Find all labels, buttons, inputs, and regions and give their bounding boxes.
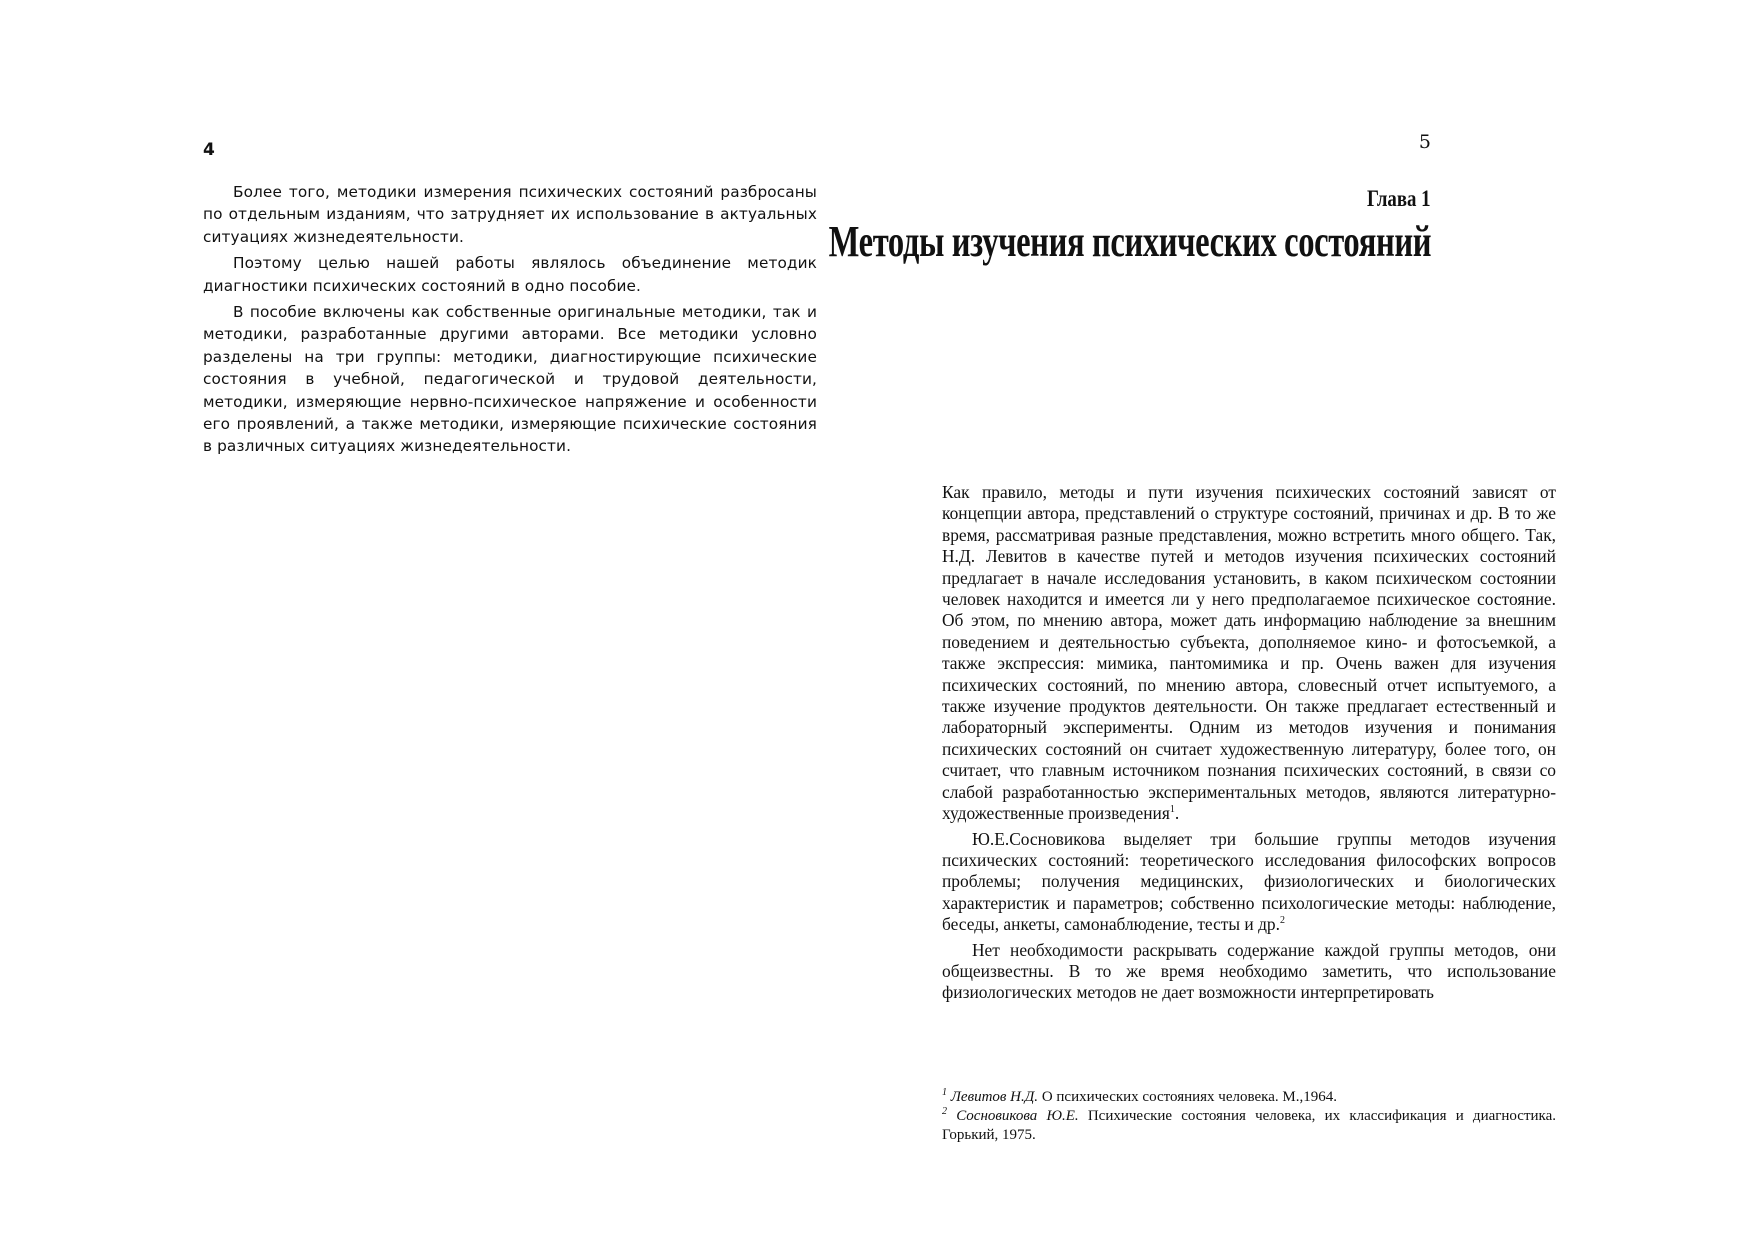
page-number: 5 [1418, 131, 1431, 153]
footnote [942, 1088, 1556, 1107]
footnote-text: Психические состояния человека, их классификация и диагностика. Горький, 1975. [942, 1108, 1557, 1143]
right-body-text [942, 482, 1556, 1004]
paragraph-text: Ю.Е.Сосновикова выделяет три большие группы методов изучения психических состояний: теоретического исследования философских вопросов проблемы; получения медицинских, физиологических и биологических характеристик и параметров; собственно психологические методы: наблюдение, беседы, анкеты, самонаблюдение, тесты и др. [942, 828, 1556, 935]
footnote-mark: 2 [942, 1106, 947, 1117]
right-page [828, 0, 1754, 1240]
footnote-reference: 2 [1279, 915, 1285, 927]
footnotes [942, 1088, 1556, 1145]
paragraph-text: Как правило, методы и пути изучения психических состояний зависят от концепции автора, представлений о структуре состояний, причинах и др. В то же время, рассматривая разные представления, можно встретить много общего. Так, Н.Д. Левитов в качестве путей и методов изучения психических состояний предлагает в начале исследования установить, в каком психическом состоянии человек находится и имеется ли у него предполагаемое психическое состояние. Об этом, по мнению автора, может дать информацию наблюдение за внешним поведением и деятельностью субъекта, дополняемое кино- и фотосъемкой, а также экспрессия: мимика, пантомимика и пр. Очень важен для изучения психических состояний, по мнению автора, словесный отчет испытуемого, а также изучение продуктов деятельности. Он также предлагает естественный и лабораторный эксперименты. Одним из методов изучения и понимания психических состояний он считает художественную литературу, более того, он считает, что главным источником познания психических состояний, в связи со слабой разработанностью экспериментальных методов, являются литературно-художественные произведения [942, 482, 1556, 824]
paragraph [942, 940, 1556, 1004]
paragraph-end: . [1174, 803, 1180, 824]
paragraph [942, 482, 1556, 825]
footnote-mark: 1 [942, 1087, 947, 1098]
page-number: 4 [203, 140, 215, 160]
footnote-text: О психических состояниях человека. М.,1964. [1041, 1089, 1337, 1105]
paragraph-text: Нет необходимости раскрывать содержание каждой группы методов, они общеизвестны. В то же время необходимо заметить, что использование физиологических методов не дает возможности интерпретировать [942, 939, 1556, 1003]
paragraph: В пособие включены как собственные оригинальные методики, так и методики, разработанные другими авторами. Все методики условно разделены на три группы: методики, диагностирующие психические состояния в учебной, педагогической и трудовой деятельности, методики, измеряющие нервно-психическое напряжение и особенности его проявлений, а также методики, измеряющие психические состояния в различных ситуациях жизнедеятельности. [203, 303, 817, 456]
paragraph: Поэтому целью нашей работы являлось объединение методик диагностики психических состояний в одно пособие. [203, 254, 817, 295]
chapter-label: Глава 1 [1367, 186, 1431, 211]
footnote-reference: 1 [1169, 804, 1175, 816]
footnote-author: Сосновикова Ю.Е. [956, 1108, 1079, 1124]
paragraph [942, 829, 1556, 936]
paragraph: Более того, методики измерения психических состояний разбросаны по отдельным изданиям, что затрудняет их использование в актуальных ситуациях жизнедеятельности. [203, 183, 817, 246]
footnote [942, 1107, 1556, 1145]
footnote-author: Левитов Н.Д. [950, 1089, 1039, 1105]
left-body-text [203, 181, 817, 458]
chapter-title: Методы изучения психических состояний [828, 217, 1431, 266]
